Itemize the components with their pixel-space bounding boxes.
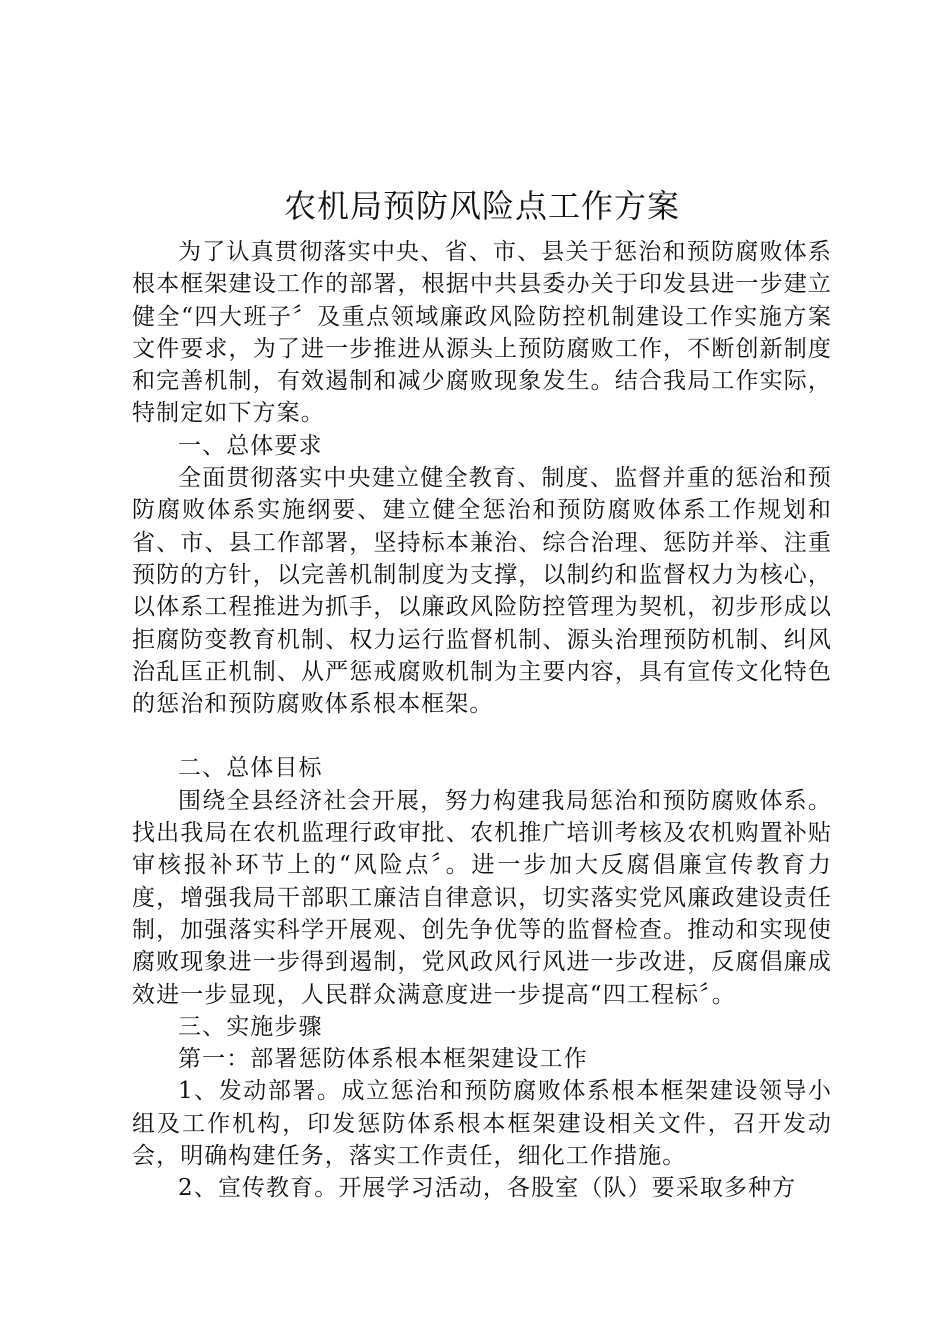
document-page [132, 182, 832, 1205]
intro-paragraph: 为了认真贯彻落实中央、省、市、县关于惩治和预防腐败体系根本框架建设工作的部署，根据中共县委办关于印发县进一步建立健全“四大班子〞及重点领域廉政风险防控机制建设工作实施方案文件要求，为了进一步推进从源头上预防腐败工作，不断创新制度和完善机制，有效遏制和减少腐败现象发生。结合我局工作实际，特制定如下方案。 [132, 239, 832, 427]
item1-paragraph: 1、发动部署。成立惩治和预防腐败体系根本框架建设领导小组及工作机构，印发惩防体系根本框架建设相关文件，召开发动会，明确构建任务，落实工作责任，细化工作措施。 [132, 1078, 832, 1170]
section1-heading: 一、总体要求 [178, 432, 323, 459]
section2-heading: 二、总体目标 [178, 755, 323, 782]
section2-paragraph: 围绕全县经济社会开展，努力构建我局惩治和预防腐败体系。找出我局在农机监理行政审批、农机推广培训考核及农机购置补贴审核报补环节上的“风险点〞。进一步加大反腐倡廉宣传教育力度，增强我局干部职工廉洁自律意识，切实落实党风廉政建设责任制，加强落实科学开展观、创先争优等的监督检查。推动和实现使腐败现象进一步得到遏制，党风政风行风进一步改进，反腐倡廉成效进一步显现，人民群众满意度进一步提高“四工程标〞。 [132, 787, 832, 1008]
step1-heading: 第一：部署惩防体系根本框架建设工作 [178, 1046, 588, 1073]
section3-heading: 三、实施步骤 [178, 1013, 323, 1040]
paragraph-gap [132, 720, 832, 752]
section1-paragraph: 全面贯彻落实中央建立健全教育、制度、监督并重的惩治和预防腐败体系实施纲要、建立健全惩治和预防腐败体系工作规划和省、市、县工作部署，坚持标本兼治、综合治理、惩防并举、注重预防的方针，以完善机制制度为支撑，以制约和监督权力为核心，以体系工程推进为抓手，以廉政风险防控管理为契机，初步形成以拒腐防变教育机制、权力运行监督机制、源头治理预防机制、纠风治乱匡正机制、从严惩戒腐败机制为主要内容，具有宣传文化特色的惩治和预防腐败体系根本框架。 [132, 465, 832, 718]
document-title: 农机局预防风险点工作方案 [283, 187, 680, 225]
item2-paragraph: 2、宣传教育。开展学习活动，各股室（队）要采取多种方 [178, 1175, 797, 1202]
